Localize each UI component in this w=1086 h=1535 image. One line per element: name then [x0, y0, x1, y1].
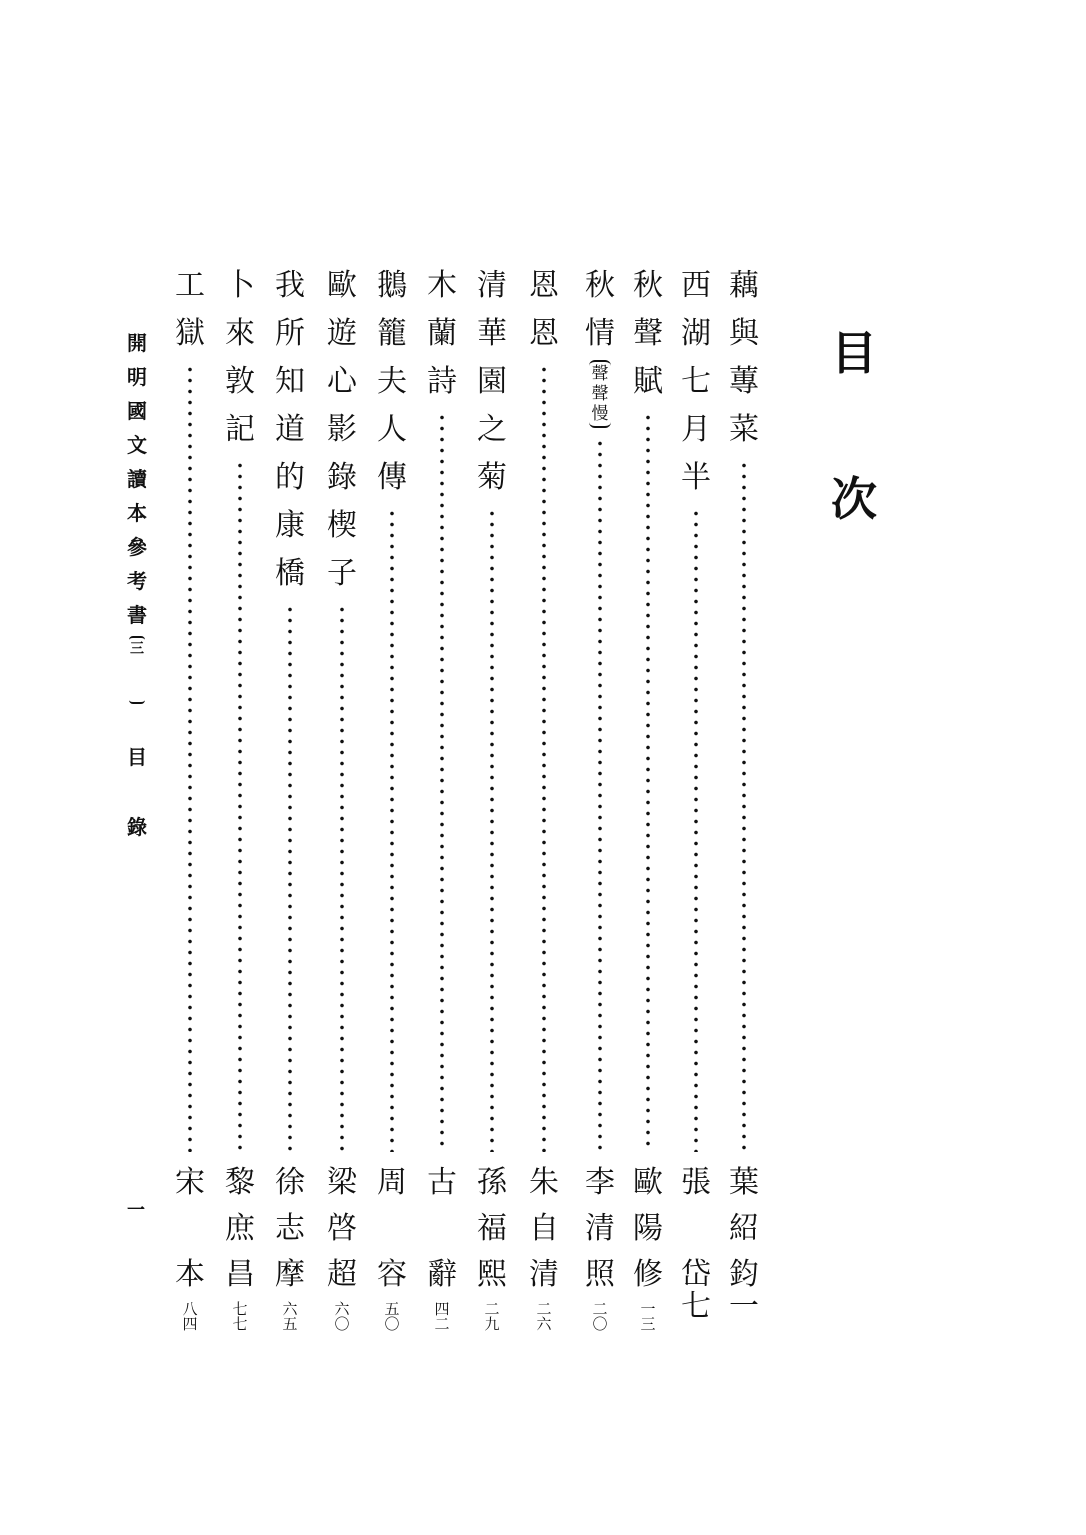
dot-leader — [490, 508, 494, 1152]
entry-title — [722, 262, 766, 454]
entry-page-number — [578, 1302, 622, 1332]
entry-title — [674, 262, 718, 502]
title-char: 的 — [275, 460, 305, 495]
entry-page-number — [522, 1302, 566, 1332]
page-digit: 〇 — [592, 1315, 608, 1333]
page-digit: 〇 — [334, 1315, 350, 1333]
title-char: 湖 — [681, 316, 711, 351]
entry-page-number — [674, 1289, 718, 1324]
title-char: 藕 — [729, 268, 759, 303]
page-digit: 六 — [334, 1300, 350, 1318]
entry-author — [470, 1160, 514, 1298]
author-char: 摩 — [275, 1257, 305, 1292]
author-char: 昌 — [225, 1257, 255, 1292]
entry-title — [626, 262, 670, 406]
dot-leader — [288, 604, 292, 1152]
author-char: 梁 — [327, 1165, 357, 1200]
toc-heading — [824, 326, 884, 526]
author-char: 辭 — [427, 1257, 457, 1292]
author-char: 超 — [327, 1257, 357, 1292]
author-char: 黎 — [225, 1165, 255, 1200]
title-char: 工 — [175, 268, 205, 303]
entry-title — [218, 262, 262, 454]
author-char: 張 — [681, 1165, 711, 1200]
page-digit: 〇 — [384, 1315, 400, 1333]
title-char: 歐 — [327, 268, 357, 303]
runner-char: 讀 — [127, 467, 147, 491]
entry-title — [320, 262, 364, 598]
entry-page-number — [320, 1302, 364, 1332]
title-char: 詩 — [427, 364, 457, 399]
title-char: 獄 — [175, 316, 205, 351]
entry-author — [522, 1160, 566, 1298]
runner-char: 開 — [127, 331, 147, 355]
title-char: 聲 — [633, 316, 663, 351]
entry-author — [320, 1160, 364, 1298]
author-char: 自 — [529, 1211, 559, 1246]
page-digit: 六 — [282, 1300, 298, 1318]
page-digit: 七 — [232, 1300, 248, 1318]
title-char: 清 — [477, 268, 507, 303]
toc-entry[interactable] — [470, 262, 514, 1362]
runner-char: 文 — [127, 433, 147, 457]
author-char: 鈞 — [729, 1257, 759, 1292]
entry-title — [268, 262, 312, 598]
author-char: 朱 — [529, 1165, 559, 1200]
entry-page-number — [722, 1289, 766, 1324]
title-char: 心 — [327, 364, 357, 399]
title-char: 七 — [681, 364, 711, 399]
entry-page-number — [626, 1302, 670, 1332]
runner-char: 國 — [127, 399, 147, 423]
title-char: 遊 — [327, 316, 357, 351]
page-digit: 八 — [182, 1300, 198, 1318]
author-char — [420, 1206, 464, 1252]
title-char: 恩 — [529, 316, 559, 351]
runner-char: 書 — [127, 603, 147, 627]
heading-char: 次 — [831, 472, 877, 526]
toc-entry[interactable] — [626, 262, 670, 1362]
page-digit: 一 — [640, 1300, 656, 1318]
dot-leader — [646, 412, 650, 1152]
author-char: 福 — [477, 1211, 507, 1246]
entry-page-number — [268, 1302, 312, 1332]
dot-leader — [340, 604, 344, 1152]
dot-leader — [742, 460, 746, 1152]
page-digit: 二 — [536, 1300, 552, 1318]
section-char: 目 — [127, 745, 147, 769]
dot-leader — [238, 460, 242, 1152]
page-digit: 三 — [640, 1315, 656, 1333]
page-digit: 二 — [484, 1300, 500, 1318]
title-char: 菜 — [729, 412, 759, 447]
author-char: 徐 — [275, 1165, 305, 1200]
folio-page-number: 一 — [127, 1200, 145, 1221]
title-char: 卜 — [225, 268, 255, 303]
toc-entry[interactable] — [674, 262, 718, 1362]
page-digit: 二 — [592, 1300, 608, 1318]
title-char: 蘭 — [427, 316, 457, 351]
running-header — [122, 326, 152, 844]
runner-char: 明 — [127, 365, 147, 389]
entry-title — [470, 262, 514, 502]
title-char: 恩 — [529, 268, 559, 303]
author-char: 清 — [585, 1211, 615, 1246]
author-char: 李 — [585, 1165, 615, 1200]
toc-entry[interactable] — [168, 262, 212, 1362]
title-char: 知 — [275, 364, 305, 399]
title-char: 情 — [585, 316, 615, 351]
dot-leader — [598, 438, 602, 1152]
heading-char: 目 — [831, 326, 877, 380]
author-char: 周 — [377, 1165, 407, 1200]
title-char: 道 — [275, 412, 305, 447]
title-char: 木 — [427, 268, 457, 303]
toc-entry[interactable] — [420, 262, 464, 1362]
title-char: 楔 — [327, 508, 357, 543]
author-char: 宋 — [175, 1165, 205, 1200]
author-char: 志 — [275, 1211, 305, 1246]
author-char: 孫 — [477, 1165, 507, 1200]
entry-page-number — [168, 1302, 212, 1332]
toc-entry[interactable] — [268, 262, 312, 1362]
entry-author — [626, 1160, 670, 1298]
entry-title — [522, 262, 566, 358]
volume-number: 三 — [129, 636, 145, 704]
title-char: 籠 — [377, 316, 407, 351]
title-char: 菊 — [477, 460, 507, 495]
entry-page-number — [370, 1302, 414, 1332]
entry-title — [168, 262, 212, 358]
title-char: 鵝 — [377, 268, 407, 303]
title-char: 敦 — [225, 364, 255, 399]
toc-entry[interactable] — [370, 262, 414, 1362]
toc-entry[interactable] — [218, 262, 262, 1362]
toc-entry[interactable] — [320, 262, 364, 1362]
title-char: 月 — [681, 412, 711, 447]
author-char — [674, 1206, 718, 1252]
title-char: 影 — [327, 412, 357, 447]
entry-author — [370, 1160, 414, 1298]
page-digit: 四 — [434, 1300, 450, 1318]
title-char: 之 — [477, 412, 507, 447]
runner-char: 本 — [127, 501, 147, 525]
author-char: 照 — [585, 1257, 615, 1292]
author-char: 古 — [427, 1165, 457, 1200]
toc-entry[interactable] — [578, 262, 622, 1362]
section-char: 錄 — [127, 815, 147, 839]
page-digit: 二 — [434, 1315, 450, 1333]
title-char: 與 — [729, 316, 759, 351]
title-char: 子 — [327, 556, 357, 591]
title-char: 園 — [477, 364, 507, 399]
page-digit: 五 — [282, 1315, 298, 1333]
author-char: 熙 — [477, 1257, 507, 1292]
author-char — [168, 1206, 212, 1252]
dot-leader — [390, 508, 394, 1152]
title-char: 記 — [225, 412, 255, 447]
author-char: 修 — [633, 1257, 663, 1292]
title-char: 華 — [477, 316, 507, 351]
entry-author — [218, 1160, 262, 1298]
page-digit: 七 — [232, 1315, 248, 1333]
title-char: 我 — [275, 268, 305, 303]
title-char: 橋 — [275, 556, 305, 591]
runner-char: 參 — [127, 535, 147, 559]
dot-leader — [188, 364, 192, 1152]
author-char: 本 — [175, 1257, 205, 1292]
entry-title — [420, 262, 464, 406]
page-digit: 四 — [182, 1315, 198, 1333]
author-char: 岱 — [681, 1257, 711, 1292]
page-digit: 六 — [536, 1315, 552, 1333]
author-char: 庶 — [225, 1211, 255, 1246]
toc-entry[interactable] — [522, 262, 566, 1362]
dot-leader — [440, 412, 444, 1152]
entry-author — [168, 1160, 212, 1298]
entry-author — [268, 1160, 312, 1298]
author-char: 陽 — [633, 1211, 663, 1246]
page-digit: 一 — [729, 1289, 759, 1324]
dot-leader — [542, 364, 546, 1152]
title-char: 來 — [225, 316, 255, 351]
title-char: 秋 — [633, 268, 663, 303]
entry-author — [674, 1160, 718, 1298]
title-char: 康 — [275, 508, 305, 543]
author-char — [370, 1206, 414, 1252]
title-char: 賦 — [633, 364, 663, 399]
author-char: 清 — [529, 1257, 559, 1292]
entry-title — [578, 262, 622, 430]
title-char: 西 — [681, 268, 711, 303]
author-char: 紹 — [729, 1211, 759, 1246]
page-digit: 五 — [384, 1300, 400, 1318]
entry-author — [578, 1160, 622, 1298]
entry-title — [370, 262, 414, 502]
dot-leader — [694, 508, 698, 1152]
title-char: 所 — [275, 316, 305, 351]
title-char: 傳 — [377, 460, 407, 495]
toc-entry[interactable] — [722, 262, 766, 1362]
entry-page-number — [470, 1302, 514, 1332]
page-digit: 九 — [484, 1315, 500, 1333]
entry-page-number — [218, 1302, 262, 1332]
entry-author — [722, 1160, 766, 1298]
author-char: 啓 — [327, 1211, 357, 1246]
title-char: 人 — [377, 412, 407, 447]
title-char: 錄 — [327, 460, 357, 495]
entry-subtitle-note: 聲 聲 慢 — [589, 360, 611, 428]
title-char: 半 — [681, 460, 711, 495]
author-char: 葉 — [729, 1165, 759, 1200]
author-char: 容 — [377, 1257, 407, 1292]
page-digit: 七 — [681, 1289, 711, 1324]
author-char: 歐 — [633, 1165, 663, 1200]
title-char: 夫 — [377, 364, 407, 399]
title-char: 蓴 — [729, 364, 759, 399]
entry-author — [420, 1160, 464, 1298]
title-char: 秋 — [585, 268, 615, 303]
entry-page-number — [420, 1302, 464, 1332]
runner-char: 考 — [127, 569, 147, 593]
